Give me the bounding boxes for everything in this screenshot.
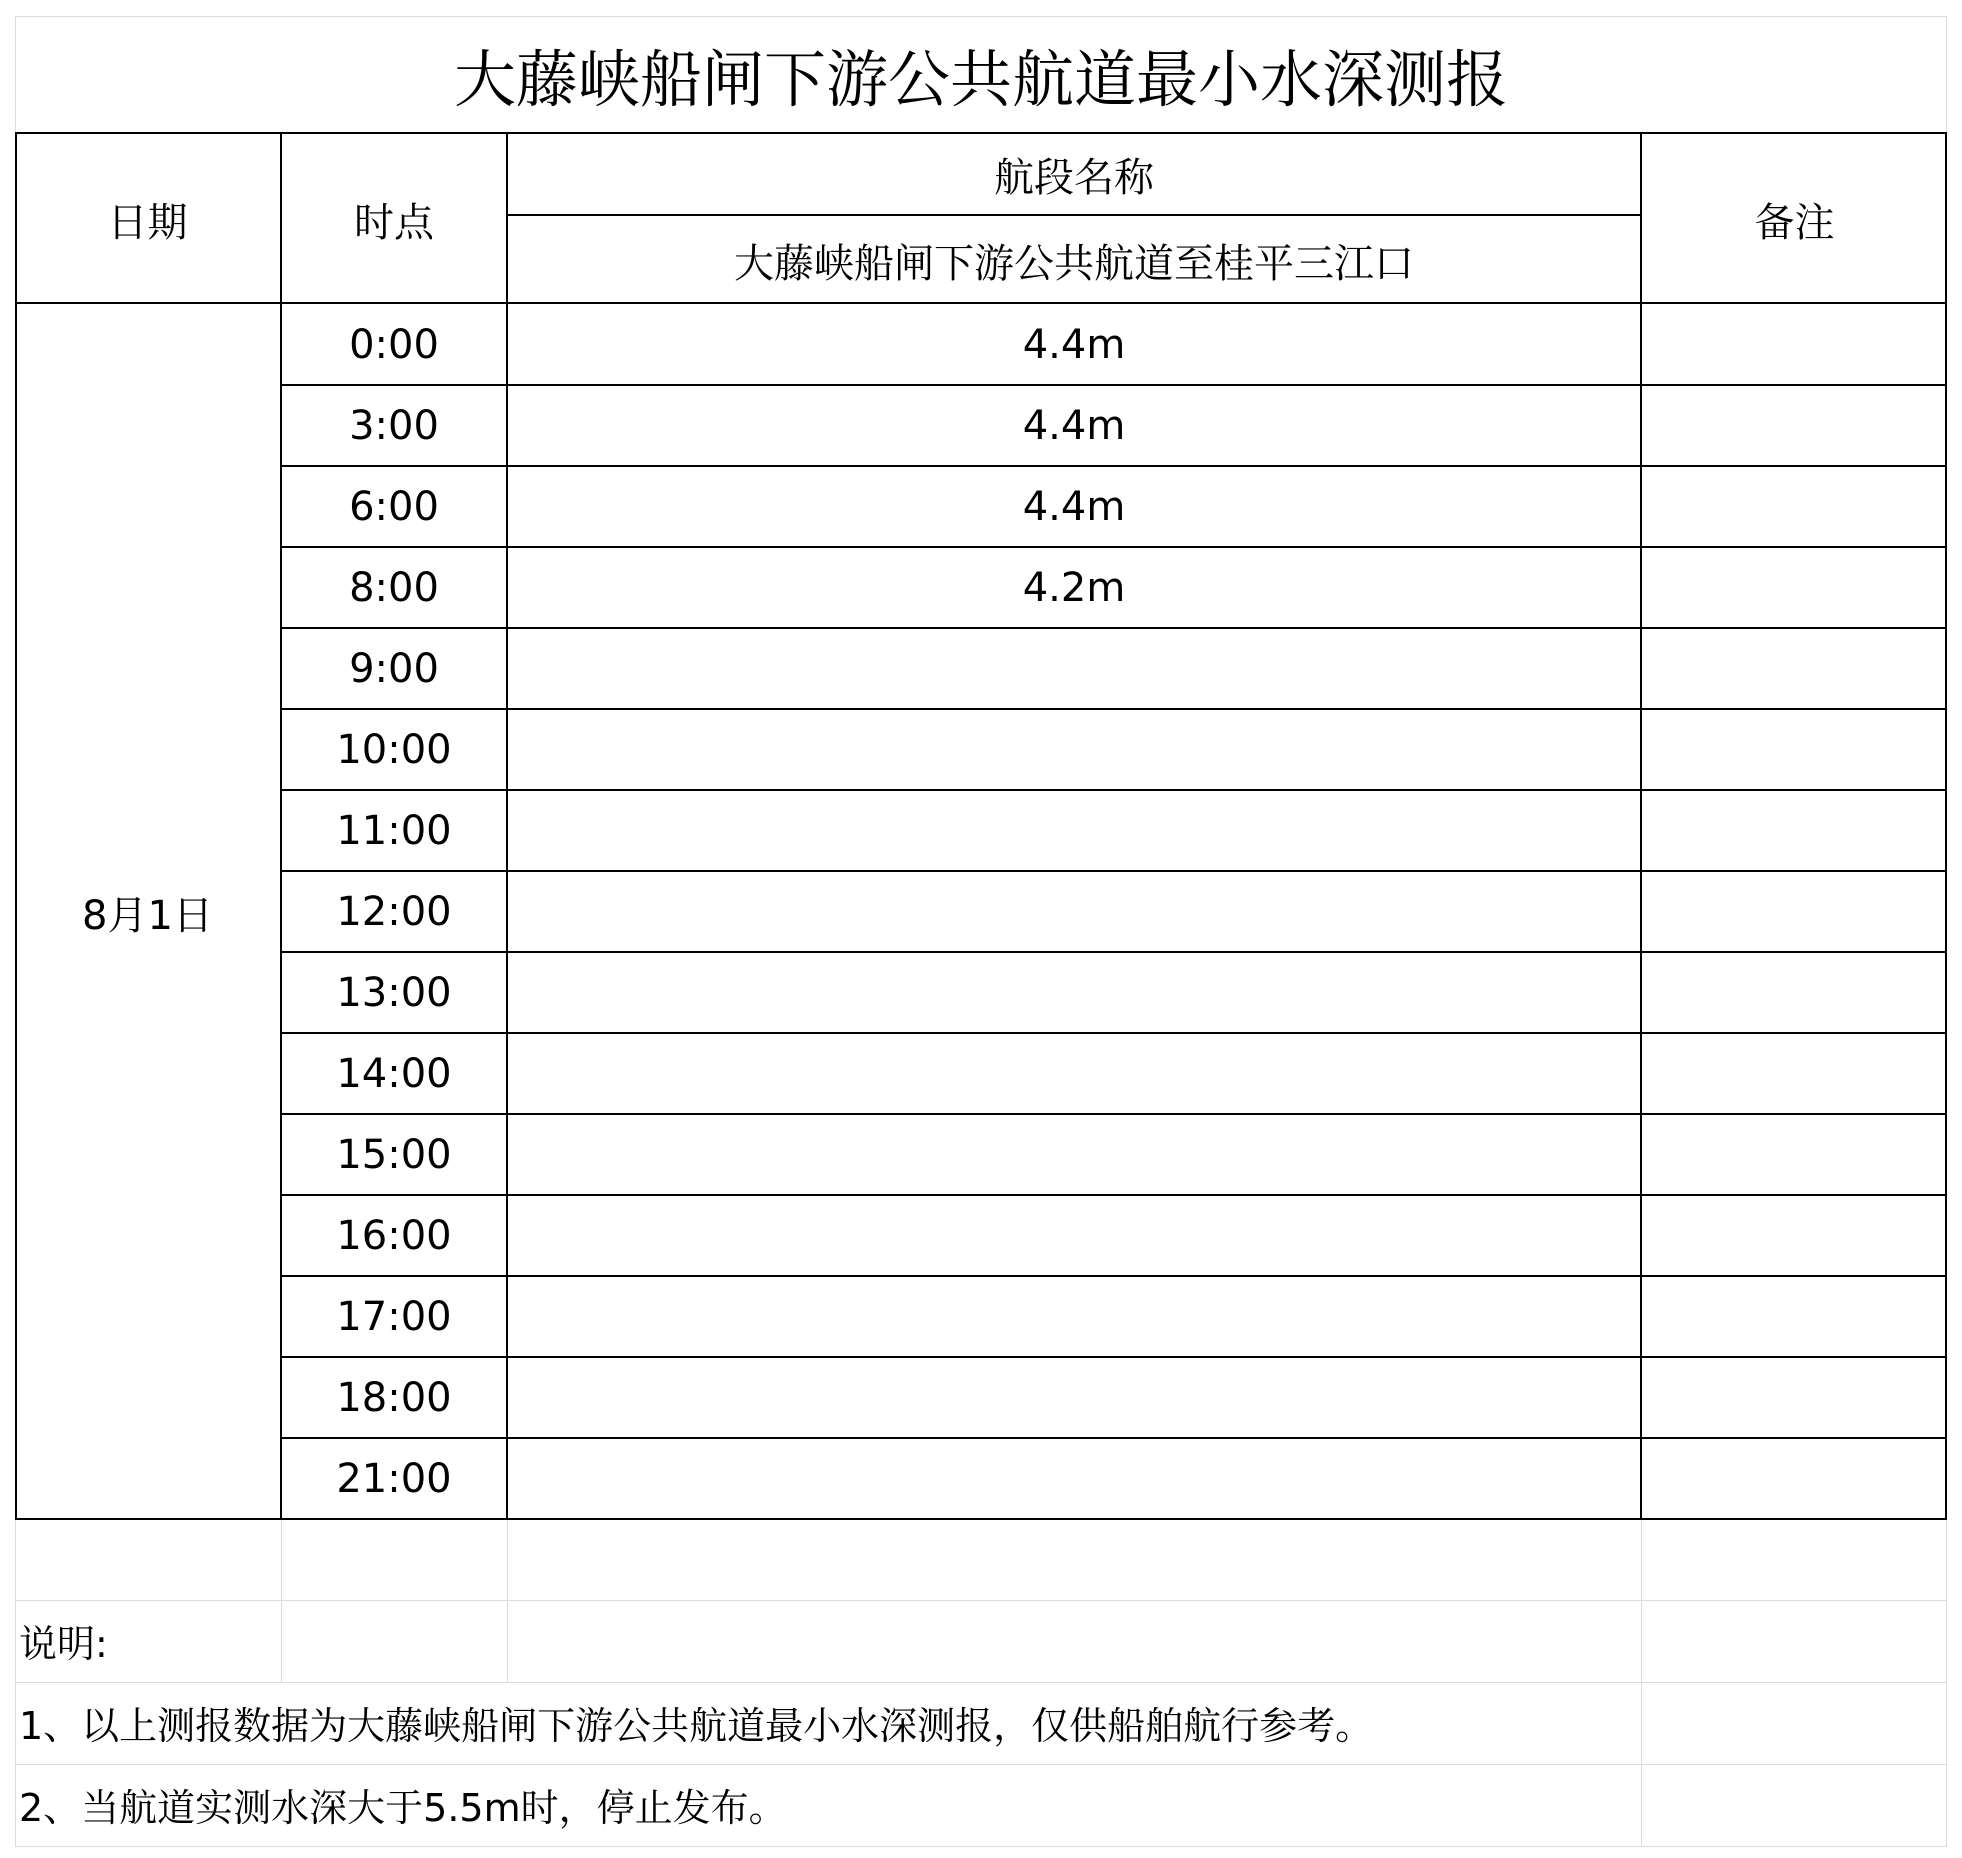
- page-title: 大藤峡船闸下游公共航道最小水深测报: [453, 42, 1508, 116]
- remark-cell: [1642, 547, 1947, 628]
- header-section: 大藤峡船闸下游公共航道至桂平三江口: [734, 240, 1414, 287]
- time-cell: 9:00: [349, 645, 439, 692]
- time-cell: 18:00: [336, 1374, 452, 1421]
- header-section-name: 航段名称: [994, 154, 1154, 201]
- time-cell: 21:00: [336, 1455, 452, 1502]
- time-cell: 0:00: [349, 321, 439, 368]
- depth-cell: [508, 1276, 1640, 1357]
- time-cell: 6:00: [349, 483, 439, 530]
- depth-cell: [508, 1114, 1640, 1195]
- remark-cell: [1642, 1438, 1947, 1519]
- time-cell: 3:00: [349, 402, 439, 449]
- remark-cell: [1642, 466, 1947, 547]
- depth-cell: [508, 871, 1640, 952]
- depth-cell: [508, 709, 1640, 790]
- time-cell: 8:00: [349, 564, 439, 611]
- time-cell: 11:00: [336, 807, 452, 854]
- depth-cell: 4.4m: [1022, 483, 1126, 530]
- remark-cell: [1642, 628, 1947, 709]
- note-line-2: 2、当航道实测水深大于5.5m时，停止发布。: [19, 1785, 787, 1830]
- header-time: 时点: [354, 199, 434, 246]
- depth-cell: [508, 1438, 1640, 1519]
- time-cell: 14:00: [336, 1050, 452, 1097]
- depth-cell: [508, 1195, 1640, 1276]
- remark-cell: [1642, 1276, 1947, 1357]
- time-cell: 10:00: [336, 726, 452, 773]
- depth-cell: [508, 1357, 1640, 1438]
- depth-cell: 4.4m: [1022, 402, 1126, 449]
- time-cell: 17:00: [336, 1293, 452, 1340]
- depth-cell: [508, 790, 1640, 871]
- remark-cell: [1642, 1195, 1947, 1276]
- notes-heading: 说明:: [19, 1621, 108, 1666]
- remark-cell: [1642, 1114, 1947, 1195]
- remark-cell: [1642, 304, 1947, 385]
- depth-cell: 4.2m: [1022, 564, 1126, 611]
- remark-cell: [1642, 952, 1947, 1033]
- depth-cell: [508, 952, 1640, 1033]
- note-line-1: 1、以上测报数据为大藤峡船闸下游公共航道最小水深测报，仅供船舶航行参考。: [19, 1703, 1374, 1748]
- remark-cell: [1642, 790, 1947, 871]
- remark-cell: [1642, 1033, 1947, 1114]
- header-date: 日期: [107, 199, 188, 246]
- time-cell: 12:00: [336, 888, 452, 935]
- remark-cell: [1642, 1357, 1947, 1438]
- time-cell: 16:00: [336, 1212, 452, 1259]
- date-cell: 8月1日: [82, 892, 213, 939]
- time-cell: 13:00: [336, 969, 452, 1016]
- header-remark: 备注: [1754, 199, 1835, 246]
- depth-cell: 4.4m: [1022, 321, 1126, 368]
- remark-cell: [1642, 385, 1947, 466]
- depth-cell: [508, 1033, 1640, 1114]
- time-cell: 15:00: [336, 1131, 452, 1178]
- remark-cell: [1642, 871, 1947, 952]
- remark-cell: [1642, 709, 1947, 790]
- depth-cell: [508, 628, 1640, 709]
